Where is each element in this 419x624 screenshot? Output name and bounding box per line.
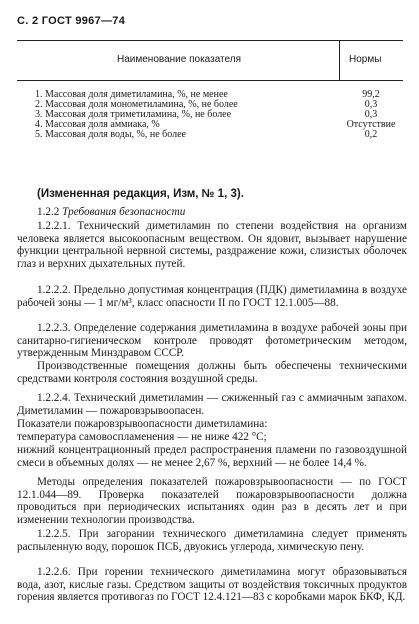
paragraph: 1.2.2.2. Предельно допустимая концентрация (ПДК) диметиламина в воздухе рабочей зоны — 1 мг/м³, класс опасности II по ГОСТ 12.1.005—88. <box>17 284 407 309</box>
table-column-divider <box>339 40 340 80</box>
table-header-rule <box>17 80 403 81</box>
column-header-name: Наименование показателя <box>117 54 241 65</box>
row-name: 3. Массовая доля триметиламина, %, не более <box>35 109 232 120</box>
paragraph: Методы определения показателей пожаровзрывоопасности — по ГОСТ 12.1.044—89. Проверка показателей пожаровзрывоопасности должна проводиться при периодических испытаниях один раз в десять лет и при изменении технологии производства. <box>17 476 407 526</box>
row-norm: 0,3 <box>364 109 378 120</box>
paragraph: 1.2.2.1. Технический диметиламин по степени воздействия на организм человека является высокоопасным веществом. Он ядовит, вызывает нарушение функции центральной нервной системы, раздражение кожи, слизистых оболочек глаз и верхних дыхательных путей. <box>17 220 407 270</box>
section-heading <box>37 206 185 218</box>
table-top-rule <box>17 40 403 41</box>
column-header-norm: Нормы <box>349 54 382 65</box>
paragraph: 1.2.2.6. При горении технического диметиламина могут образовываться вода, азот, кислые газы. Средством защиты от воздействия токсичных продуктов горения является противогаз по ГОСТ 12.4.121—83 с коробками марок БКФ, КД. <box>17 566 407 604</box>
paragraph: Показатели пожаровзрывоопасности диметиламина: <box>17 418 268 430</box>
paragraph: 1.2.2.5. При загорании технического диметиламина следует применять распыленную воду, порошок ПСБ, двуокись углерода, химическую пену. <box>17 528 407 553</box>
amendment-note: (Измененная редакция, Изм, № 1, 3). <box>37 188 244 200</box>
row-name: 2. Массовая доля монометиламина, %, не более <box>35 99 238 110</box>
section-number: 1.2.2 <box>37 206 60 218</box>
row-norm: Отсутствие <box>346 119 396 130</box>
table-row <box>17 130 403 140</box>
row-norm: 99,2 <box>362 89 380 100</box>
paragraph: 1.2.2.4. Технический диметиламин — сжиженный газ с аммиачным запахом. Диметиламин — пожаровзрывоопасен. <box>17 392 407 417</box>
row-name: 5. Массовая доля воды, %, не более <box>35 129 186 140</box>
row-norm: 0,3 <box>364 99 378 110</box>
page-header: С. 2 ГОСТ 9967—74 <box>17 15 126 27</box>
section-title: Требования безопасности <box>62 206 186 218</box>
paragraph: Производственные помещения должны быть обеспечены техническими средствами контроля состояния воздушной среды. <box>17 360 407 385</box>
row-name: 1. Массовая доля диметиламина, %, не менее <box>35 89 228 100</box>
row-name: 4. Массовая доля аммиака, % <box>35 119 160 130</box>
paragraph: температура самовоспламенения — не ниже 422 °C; <box>17 431 267 443</box>
paragraph: 1.2.2.3. Определение содержания диметиламина в воздухе рабочей зоны при санитарно-гигиеническом контроле проводят фотометрическим методом, утвержденным Минздравом СССР. <box>17 322 407 360</box>
row-norm: 0,2 <box>364 129 378 140</box>
paragraph: нижний концентрационный предел распространения пламени по газовоздушной смеси в объемных долях — не менее 2,67 %, верхний — не более 14,4 %. <box>17 444 407 469</box>
